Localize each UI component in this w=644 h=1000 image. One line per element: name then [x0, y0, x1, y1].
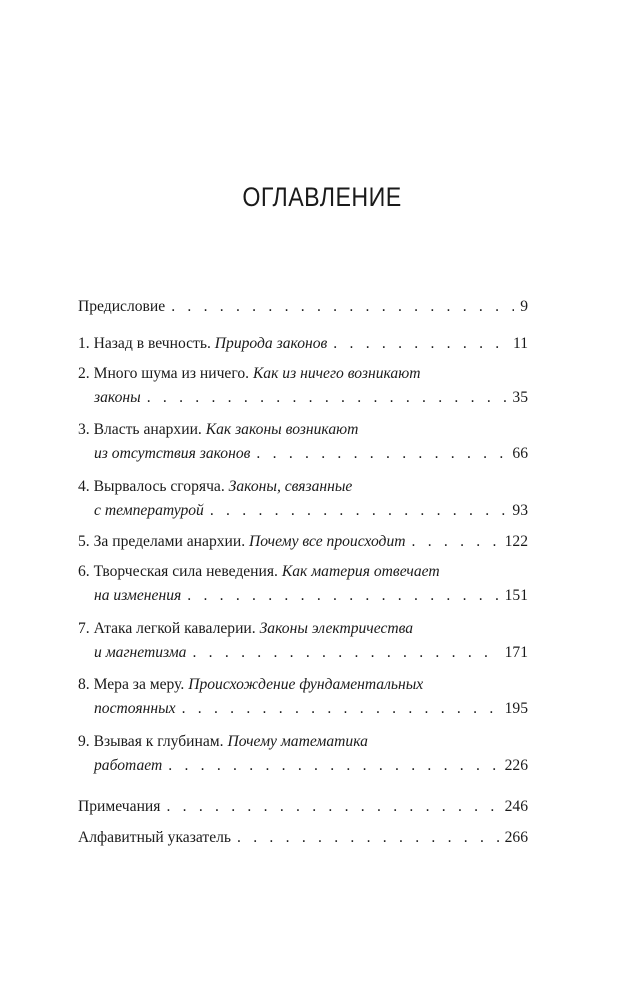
dot-leader [210, 499, 507, 523]
toc-page-number: 93 [512, 502, 528, 519]
chapter-title: 5. За пределами анархии. [78, 533, 250, 550]
chapter-subtitle: Происхождение фундаментальных [188, 676, 424, 693]
chapter-subtitle: Почему все происходит [249, 533, 406, 550]
toc-entry-notes[interactable] [78, 795, 528, 819]
toc-entry-chapter-2[interactable] [78, 362, 528, 410]
dot-leader [187, 584, 498, 608]
toc-entry-title: Предисловие [78, 298, 166, 315]
dot-leader [166, 795, 498, 819]
toc-page-number: 66 [512, 445, 528, 462]
dot-leader [237, 826, 499, 850]
dot-leader [412, 530, 499, 554]
toc-entry-index[interactable] [78, 826, 528, 850]
toc-page-number: 226 [504, 757, 528, 774]
chapter-subtitle-cont: и магнетизма [94, 644, 187, 661]
toc-page-number: 35 [512, 389, 528, 406]
toc-entry-chapter-9[interactable] [78, 730, 528, 778]
chapter-subtitle: Почему математика [227, 733, 368, 750]
chapter-subtitle: Как материя отвечает [281, 563, 440, 580]
toc-page-number: 266 [504, 829, 528, 846]
chapter-title: 7. Атака легкой кавалерии. [78, 620, 260, 637]
toc-entry-chapter-1[interactable] [78, 332, 528, 356]
toc-page-number: 151 [504, 587, 528, 604]
chapter-subtitle-cont: с температурой [94, 502, 204, 519]
chapter-subtitle-cont: на изменения [94, 587, 182, 604]
toc-page-number: 246 [504, 798, 528, 815]
chapter-subtitle: Законы электричества [259, 620, 414, 637]
chapter-subtitle-cont: постоянных [94, 700, 176, 717]
dot-leader [192, 641, 498, 665]
chapter-subtitle: Как из ничего возникают [252, 365, 421, 382]
toc-entry-chapter-6[interactable] [78, 560, 528, 608]
chapter-subtitle-cont: из отсутствия законов [94, 445, 251, 462]
toc-page-number: 11 [512, 335, 528, 352]
toc-entry-chapter-7[interactable] [78, 617, 528, 665]
toc-entry-preface[interactable] [78, 295, 528, 319]
chapter-title: 1. Назад в вечность. [78, 335, 215, 352]
chapter-title: 2. Много шума из ничего. [78, 365, 253, 382]
chapter-subtitle-cont: работает [94, 757, 163, 774]
dot-leader [147, 386, 507, 410]
toc-entry-title: Примечания [78, 798, 161, 815]
page-title: ОГЛАВЛЕНИЕ [242, 182, 402, 212]
chapter-title: 8. Мера за меру. [78, 676, 189, 693]
chapter-subtitle: Законы, связанные [228, 478, 353, 495]
chapter-title: 9. Взывая к глубинам. [78, 733, 228, 750]
dot-leader [182, 697, 499, 721]
dot-leader [333, 332, 507, 356]
chapter-subtitle: Как законы возникают [205, 421, 359, 438]
toc-entry-chapter-4[interactable] [78, 475, 528, 523]
chapter-title: 6. Творческая сила неведения. [78, 563, 282, 580]
toc-page-number: 171 [504, 644, 528, 661]
chapter-title: 4. Вырвалось сгоряча. [78, 478, 229, 495]
chapter-title: 3. Власть анархии. [78, 421, 206, 438]
toc-entry-chapter-5[interactable] [78, 530, 528, 554]
dot-leader [171, 295, 514, 319]
dot-leader [256, 442, 506, 466]
dot-leader [168, 754, 498, 778]
toc-entry-title: Алфавитный указатель [78, 829, 232, 846]
toc-entry-chapter-3[interactable] [78, 418, 528, 466]
toc-page-number: 9 [520, 298, 528, 315]
toc-page-number: 195 [504, 700, 528, 717]
toc-entry-chapter-8[interactable] [78, 673, 528, 721]
toc-page-number: 122 [504, 533, 528, 550]
chapter-subtitle: Природа законов [214, 335, 328, 352]
chapter-subtitle-cont: законы [94, 389, 141, 406]
